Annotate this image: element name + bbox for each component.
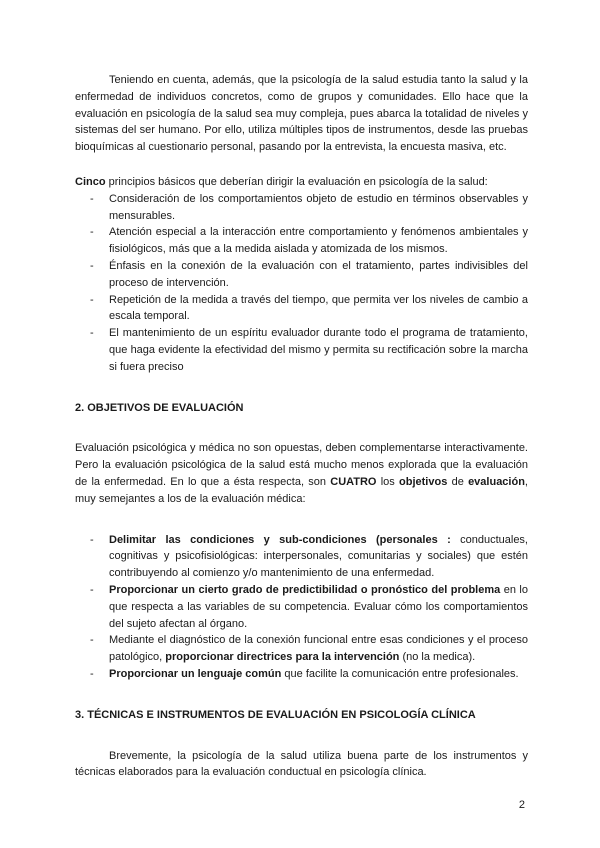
list-item: - El mantenimiento de un espíritu evaluador durante todo el programa de tratamiento, que haga evidente la efectividad del mismo y permita su rectificación sobre la marcha si fuera preciso (90, 327, 528, 373)
section-3-heading: 3. TÉCNICAS E INSTRUMENTOS DE EVALUACIÓN EN PSICOLOGÍA CLÍNICA (75, 708, 476, 721)
list-item: - Mediante el diagnóstico de la conexión funcional entre esas condiciones y el proceso patológico, proporcionar directrices para la intervención (no la medica). (90, 634, 528, 664)
section-2-heading: 2. OBJETIVOS DE EVALUACIÓN (75, 401, 244, 414)
list-item: - Consideración de los comportamientos objeto de estudio en términos observables y mensurables. (90, 192, 528, 222)
list-item: - Proporcionar un lenguaje común que facilite la comunicación entre profesionales. (90, 667, 519, 680)
list-item: - Atención especial a la interacción entre comportamiento y fenómenos ambientales y fisiológicos, más que a la medida aislada y atomizada de los mismos. (90, 226, 528, 256)
list-item: - Delimitar las condiciones y sub-condiciones (personales : conductuales, cognitivas y psicofisiológicas: interpersonales, comunitarias y sociales) que estén contribuyendo al comienzo y/o mantenimiento de una enfermedad. (90, 533, 528, 580)
principles-list (75, 191, 528, 376)
list-item: - Proporcionar un cierto grado de predictibilidad o pronóstico del problema en lo que respecta a las variables de su competencia. Evaluar cómo los comportamientos del sujeto afectan al órgano. (90, 583, 528, 630)
intro-paragraph: Teniendo en cuenta, además, que la psicología de la salud estudia tanto la salud y la enfermedad de individuos concretos, como de grupos y comunidades. Ello hace que la evaluación en psicología de la salud sea muy compleja, pues abarca la totalidad de niveles y sistemas del ser humano. Por ello, utiliza múltiples tipos de instrumentos, desde las pruebas bioquímicas al cuestionario personal, pasando por la entrevista, la encuesta masiva, etc. (75, 74, 528, 154)
principles-lead-text: principios básicos que deberían dirigir la evaluación en psicología de la salud: (105, 175, 488, 188)
section-2-paragraph: Evaluación psicológica y médica no son opuestas, deben complementarse interactivamente. Pero la evaluación psicológica de la salud está mucho menos explorada que la evaluación de la enfermedad. En lo que a ésta respecta, son CUATRO los objetivos de evaluación, muy semejantes a los de la evaluación médica: (75, 442, 528, 505)
page-number: 2 (518, 799, 525, 811)
list-item: - Repetición de la medida a través del tiempo, que permita ver los niveles de cambio a escala temporal. (90, 293, 528, 323)
document-page (75, 72, 528, 781)
principles-lead (75, 174, 528, 191)
objectives-list (75, 532, 528, 683)
list-item: - Énfasis en la conexión de la evaluación con el tratamiento, partes indivisibles del proceso de intervención. (90, 259, 528, 289)
section-3-paragraph: Brevemente, la psicología de la salud utiliza buena parte de los instrumentos y técnicas elaborados para la evaluación conductual en psicología clínica. (75, 749, 528, 779)
principles-lead-bold: Cinco (75, 175, 106, 188)
